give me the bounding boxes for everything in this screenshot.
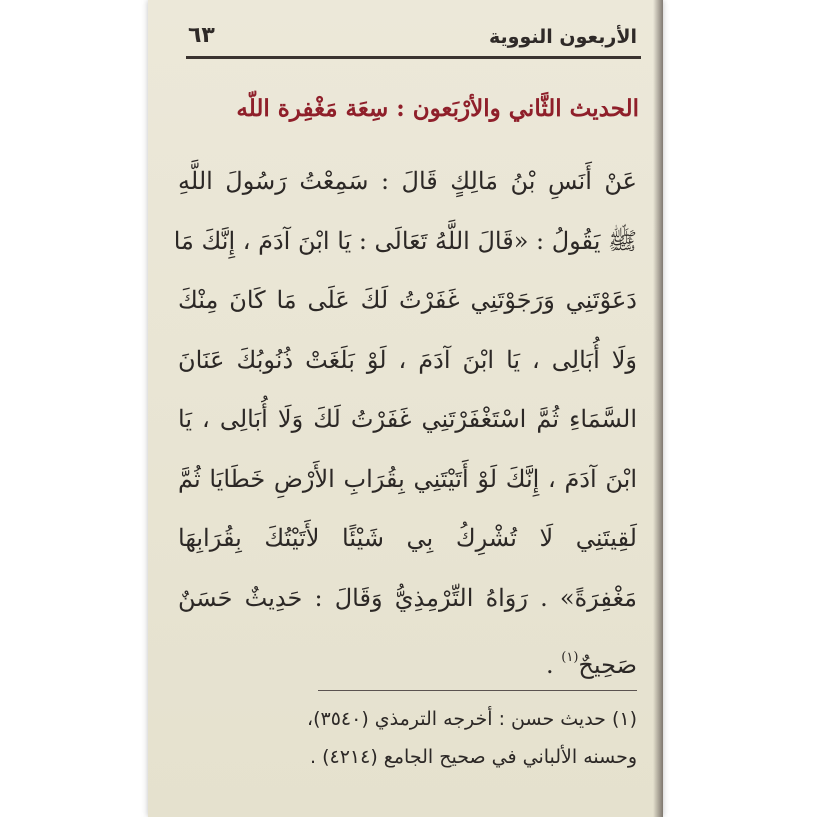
footnote-line: (١) حديث حسن : أخرجه الترمذي (٣٥٤٠)،: [306, 708, 637, 730]
text-line: السَّمَاءِ ثُمَّ اسْتَغْفَرْتَنِي غَفَرْتُ لَكَ وَلَا أُبَالِى ، يَا: [178, 405, 637, 433]
footnote-rule: [318, 690, 637, 691]
spine-shadow: [653, 0, 663, 817]
text-line: مَغْفِرَةً» . رَوَاهُ التِّرْمِذِيُّ وَقَالَ : حَدِيثٌ حَسَنٌ: [178, 583, 637, 612]
footnote-marker: (١): [561, 650, 579, 665]
text-line: لَقِيتَنِي لَا تُشْرِكُ بِي شَيْئًا لأَتَيْتُكَ بِقُرَابِهَا: [178, 524, 637, 552]
text-line: ابْنَ آدَمَ ، إِنَّكَ لَوْ أَتَيْتَنِي بِقُرَابِ الأَرْضِ خَطَايَا ثُمَّ: [178, 464, 637, 493]
running-head-title: الأربعون النووية: [489, 26, 637, 48]
text-line: دَعَوْتَنِي وَرَجَوْتَنِي غَفَرْتُ لَكَ عَلَى مَا كَانَ مِنْكَ: [178, 286, 637, 314]
last-word: صَحِيحٌ: [578, 651, 637, 679]
hadith-text: [173, 152, 637, 688]
header-rule: [186, 56, 641, 59]
text-line: وَلَا أُبَالِى ، يَا ابْنَ آدَمَ ، لَوْ بَلَغَتْ ذُنُوبُكَ عَنَانَ: [178, 345, 637, 374]
footnote-line: وحسنه الألباني في صحيح الجامع (٤٢١٤) .: [309, 746, 637, 768]
chapter-heading: الحديث الثَّاني والأرْبَعون : سِعَة مَغْفِرة اللّه: [236, 95, 639, 122]
text-line: ﷺ يَقُولُ : «قَالَ اللَّهُ تَعَالَى : يَا ابْنَ آدَمَ ، إِنَّكَ مَا: [173, 226, 637, 255]
text-line: عَنْ أَنَسِ بْنُ مَالِكٍ قَالَ : سَمِعْتُ رَسُولَ اللَّهِ: [178, 167, 637, 195]
running-head: [188, 14, 637, 48]
footnotes: [184, 700, 637, 776]
book-page: [148, 0, 663, 817]
closing-period: .: [545, 651, 554, 679]
page-number: ٦٣: [188, 23, 215, 48]
text-line-last: [178, 628, 637, 688]
